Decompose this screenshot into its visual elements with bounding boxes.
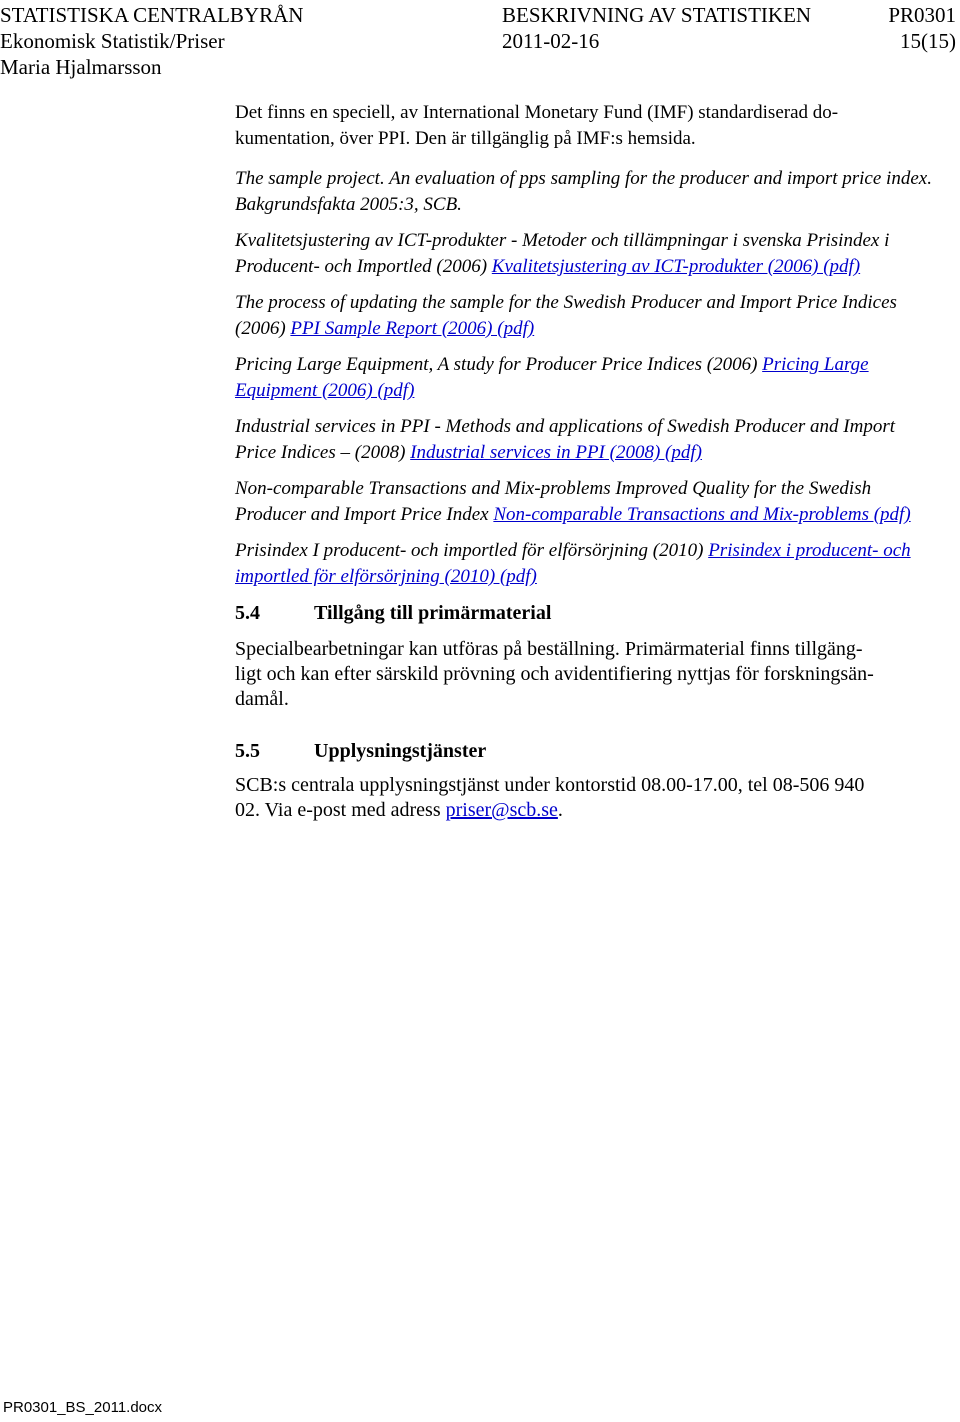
pricing-text: Pricing Large Equipment, A study for Producer Price Indices (2006) — [235, 354, 763, 375]
industrial-paragraph — [235, 414, 940, 466]
ict-text: Kvalitetsjustering av ICT-produkter - Metoder och tillämpningar i svenska Prisindex i Producent- och Importled (2006) — [235, 230, 890, 277]
section-5-5-title: Upplysningstjänster — [314, 740, 487, 762]
section-5-4-number: 5.4 — [235, 602, 260, 624]
elforsorjning-paragraph — [235, 538, 940, 590]
section-5-5-line-2: 02. Via e-post med adress — [235, 799, 446, 821]
non-comparable-paragraph — [235, 476, 940, 528]
pricing-paragraph — [235, 352, 940, 404]
section-5-4-line-1: Specialbearbetningar kan utföras på beställning. Primärmaterial finns tillgäng- — [235, 638, 863, 660]
author-name: Maria Hjalmarsson — [0, 55, 162, 79]
document-date: 2011-02-16 — [502, 29, 600, 53]
elforsorjning-link[interactable]: Prisindex i producent- och importled för elförsörjning (2010) (pdf) — [235, 540, 911, 587]
document-type: BESKRIVNING AV STATISTIKEN — [502, 3, 812, 27]
industrial-services-link[interactable]: Industrial services in PPI (2008) (pdf) — [410, 442, 702, 463]
process-paragraph — [235, 290, 940, 342]
ppi-sample-report-link[interactable]: PPI Sample Report (2006) (pdf) — [290, 318, 535, 339]
non-comparable-link[interactable]: Non-comparable Transactions and Mix-problems (pdf) — [493, 504, 911, 525]
section-5-4-title: Tillgång till primärmaterial — [314, 602, 552, 624]
imf-line-1: Det finns en speciell, av International Monetary Fund (IMF) standardiserad do- — [235, 102, 839, 123]
department: Ekonomisk Statistik/Priser — [0, 29, 225, 53]
sample-project-paragraph: The sample project. An evaluation of pps sampling for the producer and import price index. Bakgrundsfakta 2005:3, SCB. — [235, 168, 932, 215]
section-5-5-heading — [235, 738, 940, 764]
section-5-4-text — [235, 637, 940, 712]
header-row-3 — [0, 54, 960, 80]
page-number: 15(15) — [900, 29, 956, 53]
industrial-text: Industrial services in PPI - Methods and applications of Swedish Producer and Import Price Indices – (2008) — [235, 416, 895, 463]
footer-filename: PR0301_BS_2011.docx — [3, 1399, 163, 1416]
document-code: PR0301 — [888, 3, 956, 27]
non-comparable-text: Non-comparable Transactions and Mix-problems Improved Quality for the Swedish Producer and Import Price Index — [235, 478, 872, 525]
section-5-5-line-1: SCB:s centrala upplysningstjänst under kontorstid 08.00-17.00, tel 08-506 940 — [235, 774, 865, 796]
section-5-4-line-2: ligt och kan efter särskild prövning och avidentifiering nyttjas för forskningsän- — [235, 663, 874, 685]
document-body — [235, 100, 940, 823]
process-text: The process of updating the sample for the Swedish Producer and Import Price Indices (2006) — [235, 292, 897, 339]
section-5-4-heading — [235, 600, 940, 626]
header-row-1 — [0, 2, 960, 28]
pricing-large-equipment-link[interactable]: Pricing Large Equipment (2006) (pdf) — [235, 354, 869, 401]
imf-paragraph — [235, 100, 940, 152]
header-row-2 — [0, 28, 960, 54]
elforsorjning-text: Prisindex I producent- och importled för elförsörjning (2010) — [235, 540, 709, 561]
section-5-5-text — [235, 773, 940, 823]
email-link[interactable]: priser@scb.se — [445, 799, 558, 821]
section-5-5-number: 5.5 — [235, 740, 260, 762]
ict-pdf-link[interactable]: Kvalitetsjustering av ICT-produkter (2006) (pdf) — [491, 256, 861, 277]
section-5-5-period: . — [557, 799, 563, 821]
ict-paragraph — [235, 228, 940, 280]
imf-line-2: kumentation, över PPI. Den är tillgänglig på IMF:s hemsida. — [235, 128, 696, 149]
section-5-4-line-3: damål. — [235, 688, 289, 710]
agency-name: STATISTISKA CENTRALBYRÅN — [0, 3, 304, 27]
